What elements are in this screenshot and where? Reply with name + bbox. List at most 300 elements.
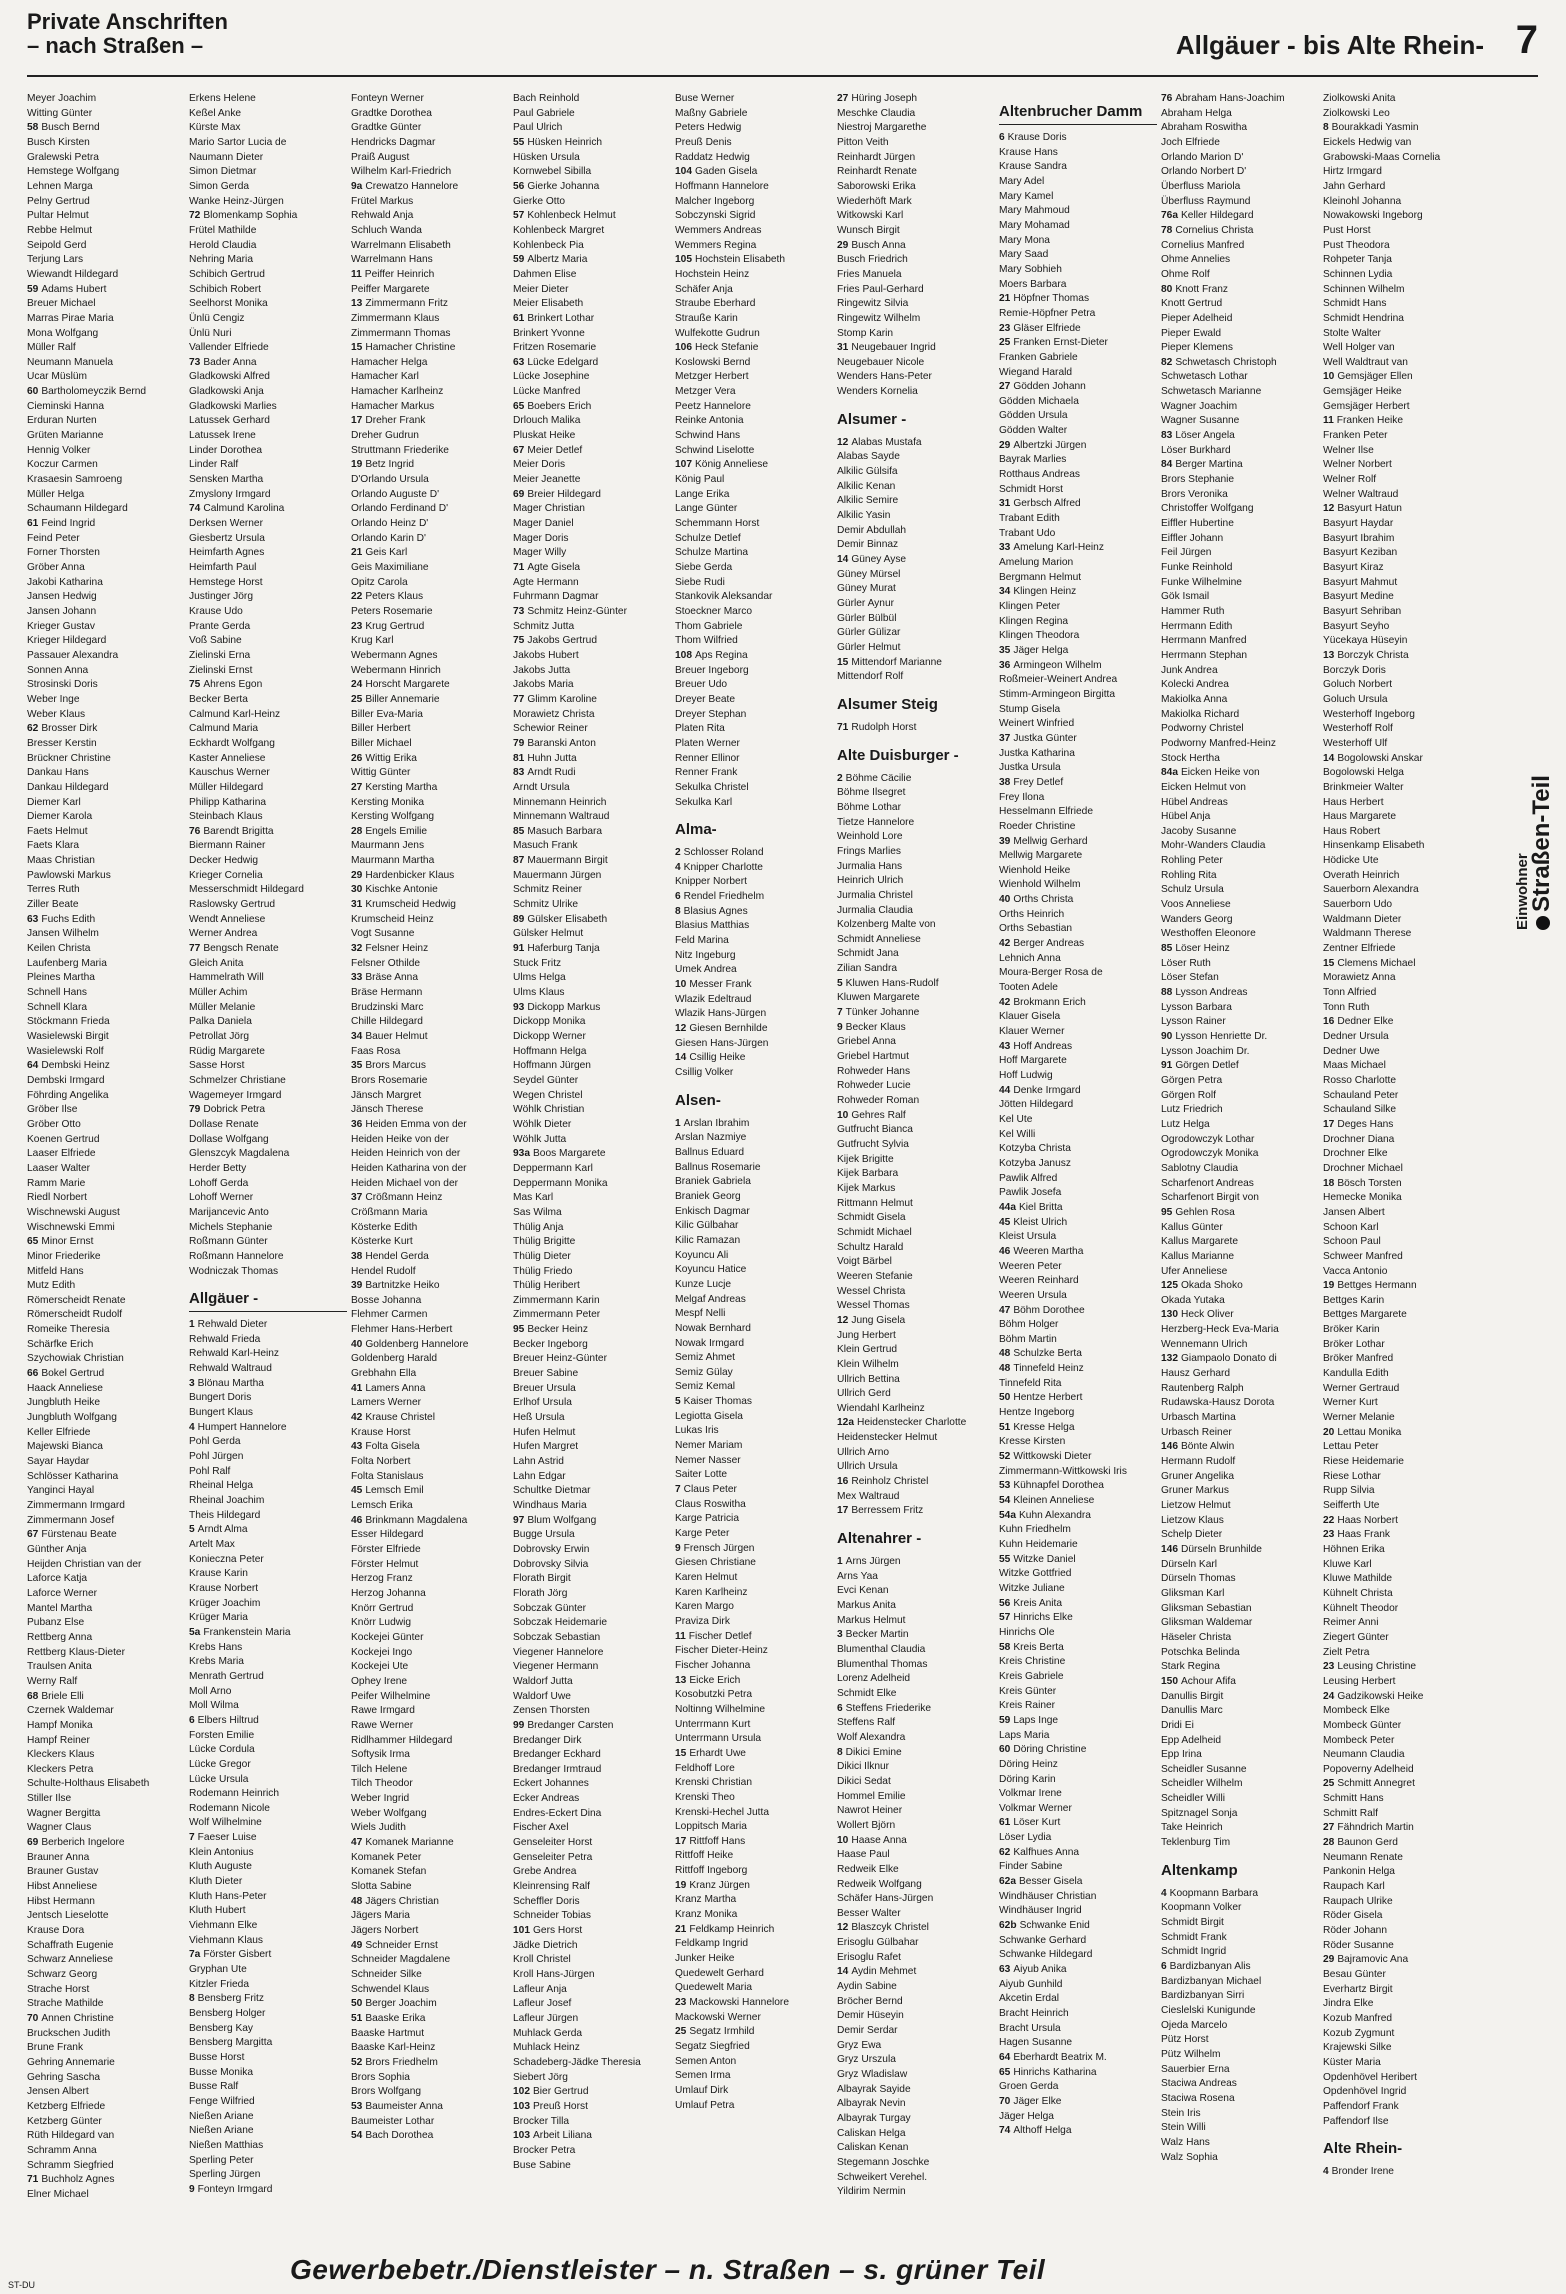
resident-entry xyxy=(189,1450,347,1465)
resident-entry xyxy=(837,1475,995,1490)
resident-name: Kroll Christel xyxy=(513,1954,571,1966)
resident-entry xyxy=(27,1455,185,1470)
resident-entry xyxy=(675,1117,833,1132)
resident-entry xyxy=(1323,1074,1481,1089)
resident-entry xyxy=(513,312,671,327)
resident-name: Besau Günter xyxy=(1323,1969,1386,1980)
resident-name: Claus Peter xyxy=(683,1484,737,1496)
resident-name: Mombeck Elke xyxy=(1323,1705,1390,1717)
resident-name: Kel Ute xyxy=(999,1113,1033,1125)
resident-entry xyxy=(351,1924,509,1939)
house-number: 54a xyxy=(999,1509,1016,1521)
resident-entry xyxy=(513,1059,671,1074)
resident-name: Hagen Susanne xyxy=(999,2037,1073,2049)
resident-name: Becker Martin xyxy=(845,1629,909,1641)
resident-name: Alkilic Gülsifa xyxy=(837,466,898,478)
resident-entry xyxy=(27,1543,185,1558)
resident-entry xyxy=(837,1775,995,1790)
resident-entry xyxy=(1323,2085,1481,2100)
resident-name: Huhn Jutta xyxy=(527,752,577,764)
resident-name: Baunon Gerd xyxy=(1337,1837,1398,1849)
resident-entry xyxy=(837,1109,995,1124)
resident-name: Markus Anita xyxy=(837,1600,896,1612)
resident-entry xyxy=(837,356,995,371)
resident-name: Gröber Ilse xyxy=(27,1104,78,1116)
resident-name: Michels Stephanie xyxy=(189,1221,273,1233)
resident-entry xyxy=(1323,620,1481,635)
resident-name: Semen Irma xyxy=(675,2070,731,2082)
resident-entry xyxy=(189,1567,347,1582)
resident-name: Eckert Johannes xyxy=(513,1778,589,1790)
resident-name: Konieczna Peter xyxy=(189,1553,264,1565)
resident-entry xyxy=(1161,1294,1319,1309)
house-number: 42 xyxy=(999,996,1011,1008)
resident-name: Hampf Monika xyxy=(27,1719,93,1731)
resident-name: Brors Friedhelm xyxy=(365,2056,438,2068)
resident-name: Demir Abdullah xyxy=(837,524,907,536)
resident-entry xyxy=(351,1382,509,1397)
resident-name: Terres Ruth xyxy=(27,884,80,896)
resident-entry xyxy=(675,1161,833,1176)
resident-name: Klauer Gisela xyxy=(999,1011,1061,1023)
resident-entry xyxy=(27,195,185,210)
resident-entry xyxy=(1161,502,1319,517)
resident-name: Kluth Hubert xyxy=(189,1905,246,1917)
resident-entry xyxy=(351,1015,509,1030)
resident-entry xyxy=(999,1523,1157,1538)
resident-entry xyxy=(351,151,509,166)
resident-name: Kluwe Mathilde xyxy=(1323,1573,1393,1585)
resident-name: Geis Maximiliane xyxy=(351,562,429,573)
resident-name: Kreis Gabriele xyxy=(999,1670,1064,1682)
resident-entry xyxy=(675,1527,833,1542)
resident-entry xyxy=(189,1265,347,1280)
resident-name: Ramm Marie xyxy=(27,1177,86,1189)
resident-name: Hamacher Karlheinz xyxy=(351,386,444,398)
resident-entry xyxy=(27,1235,185,1250)
resident-name: Blasius Matthias xyxy=(675,920,750,932)
resident-name: Moll Wilma xyxy=(189,1700,239,1712)
resident-entry xyxy=(999,1860,1157,1875)
resident-name: Schmidt Horst xyxy=(999,483,1063,495)
resident-name: Reinhardt Renate xyxy=(837,166,917,178)
resident-entry xyxy=(189,429,347,444)
resident-name: Krieger Hildegard xyxy=(27,635,107,647)
resident-name: Melgaf Andreas xyxy=(675,1293,746,1305)
resident-name: Thom Gabriele xyxy=(675,620,743,632)
resident-name: Krasaesin Samroeng xyxy=(27,474,123,486)
resident-entry xyxy=(513,1382,671,1397)
house-number: 83 xyxy=(1161,430,1173,442)
resident-name: Wischnewski Emmi xyxy=(27,1221,115,1233)
resident-name: Mittendorf Marianne xyxy=(851,656,942,668)
resident-entry xyxy=(513,869,671,884)
resident-name: Dollase Renate xyxy=(189,1118,259,1130)
resident-name: Schulze Martina xyxy=(675,547,749,559)
resident-name: Fries Manuela xyxy=(837,268,902,280)
resident-entry xyxy=(351,1953,509,1968)
resident-entry xyxy=(27,1221,185,1236)
resident-entry xyxy=(513,1895,671,1910)
resident-entry xyxy=(189,209,347,224)
resident-entry xyxy=(1161,957,1319,972)
resident-name: Albertz Maria xyxy=(527,254,588,266)
resident-entry xyxy=(1323,1616,1481,1631)
resident-name: Nießen Matthias xyxy=(189,2139,264,2151)
resident-name: Breuer Michael xyxy=(27,298,96,310)
resident-entry xyxy=(513,605,671,620)
page-number: 7 xyxy=(1515,18,1538,62)
resident-name: Drlouch Malika xyxy=(513,415,581,427)
resident-name: Diemer Karola xyxy=(27,811,93,823)
resident-name: Well Waldtraut van xyxy=(1323,356,1408,368)
resident-entry xyxy=(351,1177,509,1192)
resident-name: Fuchs Edith xyxy=(41,913,96,925)
resident-entry xyxy=(675,2069,833,2084)
resident-entry xyxy=(189,356,347,371)
resident-name: Bach Reinhold xyxy=(513,93,580,104)
resident-name: Kleckers Petra xyxy=(27,1763,94,1775)
resident-name: Funke Reinhold xyxy=(1161,562,1233,573)
resident-entry xyxy=(1323,1001,1481,1016)
resident-entry xyxy=(189,590,347,605)
resident-name: Volkmar Irene xyxy=(999,1788,1062,1800)
resident-name: Weinhold Lore xyxy=(837,831,903,843)
resident-name: Schoon Paul xyxy=(1323,1236,1381,1248)
resident-name: Häseler Christa xyxy=(1161,1631,1232,1643)
resident-name: Siebe Gerda xyxy=(675,562,733,573)
resident-entry xyxy=(513,1968,671,1983)
resident-entry xyxy=(1323,1983,1481,1998)
house-number: 24 xyxy=(351,679,363,691)
resident-entry xyxy=(675,737,833,752)
resident-name: Kluth Hans-Peter xyxy=(189,1890,267,1902)
resident-entry xyxy=(837,1285,995,1300)
resident-name: Döring Heinz xyxy=(999,1758,1058,1770)
resident-name: Baaske Karl-Heinz xyxy=(351,2042,436,2054)
resident-name: Gehring Sascha xyxy=(27,2071,101,2083)
resident-name: Orlando Norbert D' xyxy=(1161,166,1247,178)
resident-entry xyxy=(675,1644,833,1659)
resident-entry xyxy=(999,1435,1157,1450)
resident-name: Haferburg Tanja xyxy=(527,943,600,955)
resident-name: Epp Irina xyxy=(1161,1749,1202,1761)
resident-name: Baranski Anton xyxy=(527,737,596,749)
resident-entry xyxy=(999,1494,1157,1509)
resident-name: Paffendorf Frank xyxy=(1323,2100,1399,2112)
resident-entry xyxy=(189,1626,347,1641)
resident-entry xyxy=(351,1777,509,1792)
resident-name: Dikici Emine xyxy=(845,1746,902,1758)
resident-name: Kohlenbeck Pia xyxy=(513,239,584,251)
house-number: 47 xyxy=(351,1837,363,1849)
resident-name: Scharfenort Andreas xyxy=(1161,1177,1254,1189)
resident-name: Gödden Johann xyxy=(1013,381,1086,393)
resident-name: Bösch Torsten xyxy=(1337,1177,1402,1189)
resident-entry xyxy=(1161,561,1319,576)
resident-entry xyxy=(1323,971,1481,986)
house-number: 62 xyxy=(999,1846,1011,1858)
resident-name: Schweer Manfred xyxy=(1323,1250,1403,1262)
resident-name: Kalfhues Anna xyxy=(1013,1846,1080,1858)
resident-name: Bogolowski Anskar xyxy=(1337,752,1423,764)
resident-name: Breuer Heinz-Günter xyxy=(513,1353,607,1365)
resident-entry xyxy=(1323,429,1481,444)
resident-entry xyxy=(1161,1177,1319,1192)
house-number: 10 xyxy=(837,1834,849,1846)
resident-name: Feil Jürgen xyxy=(1161,547,1212,559)
resident-entry xyxy=(27,1631,185,1646)
resident-entry xyxy=(513,356,671,371)
resident-entry xyxy=(999,1230,1157,1245)
house-number: 34 xyxy=(999,586,1011,598)
resident-entry xyxy=(513,2085,671,2100)
resident-name: Zimmermann Thomas xyxy=(351,327,451,339)
resident-name: Hochstein Elisabeth xyxy=(695,254,786,266)
resident-entry xyxy=(1323,1382,1481,1397)
directory-column-3 xyxy=(351,92,509,2242)
resident-entry xyxy=(837,2039,995,2054)
resident-name: Jakobs Maria xyxy=(513,679,574,691)
resident-entry xyxy=(999,1641,1157,1656)
resident-entry xyxy=(1161,517,1319,532)
resident-name: Yücekaya Hüseyin xyxy=(1323,635,1408,647)
resident-name: Messerschmidt Hildegard xyxy=(189,884,304,896)
resident-name: Kockejei Ute xyxy=(351,1661,409,1673)
resident-name: Hardenbicker Klaus xyxy=(365,869,455,881)
resident-entry xyxy=(513,1748,671,1763)
resident-name: Bönte Alwin xyxy=(1181,1441,1235,1453)
house-number: 17 xyxy=(1323,1118,1335,1130)
resident-name: Dickopp Monika xyxy=(513,1016,586,1028)
resident-name: Wöhlk Jutta xyxy=(513,1133,567,1145)
house-number: 43 xyxy=(351,1441,363,1453)
resident-entry xyxy=(189,1831,347,1846)
house-number: 97 xyxy=(513,1514,525,1526)
resident-entry xyxy=(1161,312,1319,327)
resident-name: Peiffer Heinrich xyxy=(364,268,435,280)
resident-name: Clemens Michael xyxy=(1337,957,1416,969)
resident-name: Schmitz Jutta xyxy=(513,620,575,632)
resident-entry xyxy=(27,2100,185,2115)
resident-name: Mary Kamel xyxy=(999,190,1054,202)
resident-name: Schäfer Anja xyxy=(675,283,733,295)
resident-name: Tonn Ruth xyxy=(1323,1001,1370,1013)
resident-name: Klein Gertrud xyxy=(837,1344,898,1356)
resident-entry xyxy=(513,195,671,210)
resident-entry xyxy=(1161,1382,1319,1397)
resident-entry xyxy=(513,1660,671,1675)
resident-name: Kunze Lucje xyxy=(675,1278,732,1290)
resident-entry xyxy=(999,1377,1157,1392)
resident-name: Kotzyba Janusz xyxy=(999,1157,1071,1169)
house-number: 81 xyxy=(513,752,525,764)
resident-entry xyxy=(513,283,671,298)
resident-entry xyxy=(837,165,995,180)
resident-entry xyxy=(1161,825,1319,840)
resident-name: Orths Christa xyxy=(1013,894,1074,906)
resident-entry xyxy=(999,1816,1157,1831)
resident-entry xyxy=(675,1512,833,1527)
resident-name: Hinsenkamp Elisabeth xyxy=(1323,840,1425,852)
resident-name: Stein Iris xyxy=(1161,2107,1201,2119)
resident-entry xyxy=(837,1716,995,1731)
resident-entry xyxy=(999,966,1157,981)
resident-name: Krause Hans xyxy=(999,146,1058,158)
house-number: 18 xyxy=(1323,1177,1335,1189)
resident-name: Rosso Charlotte xyxy=(1323,1074,1397,1086)
resident-entry xyxy=(513,239,671,254)
resident-entry xyxy=(837,2112,995,2127)
resident-entry xyxy=(1323,1646,1481,1661)
resident-entry xyxy=(837,1980,995,1995)
resident-entry xyxy=(513,1118,671,1133)
resident-name: Schulzke Berta xyxy=(1013,1348,1082,1360)
resident-name: Kozub Zygmunt xyxy=(1323,2027,1395,2039)
resident-entry xyxy=(1323,1865,1481,1880)
resident-name: Röder Gisela xyxy=(1323,1910,1383,1922)
resident-name: Jägers Christian xyxy=(365,1895,439,1907)
house-number: 80 xyxy=(1161,283,1173,295)
street-heading: Alte Rhein- xyxy=(1323,2140,1403,2158)
resident-entry xyxy=(675,2025,833,2040)
house-number: 14 xyxy=(837,554,849,566)
resident-entry xyxy=(1161,1396,1319,1411)
resident-entry xyxy=(27,1382,185,1397)
house-number: 5a xyxy=(189,1626,201,1638)
resident-entry xyxy=(513,1191,671,1206)
resident-name: Albayrak Nevin xyxy=(837,2098,906,2110)
resident-entry xyxy=(351,414,509,429)
resident-entry xyxy=(1161,590,1319,605)
house-number: 35 xyxy=(351,1060,363,1072)
house-number: 25 xyxy=(999,337,1011,349)
resident-name: Bugge Ursula xyxy=(513,1529,575,1541)
resident-entry xyxy=(837,1658,995,1673)
resident-name: Alkilic Semire xyxy=(837,495,899,507)
resident-name: Lietzow Klaus xyxy=(1161,1514,1224,1526)
resident-entry xyxy=(675,151,833,166)
resident-name: Reimer Anni xyxy=(1323,1617,1379,1629)
resident-entry xyxy=(27,810,185,825)
resident-name: Schelp Dieter xyxy=(1161,1529,1223,1541)
resident-name: Redweik Wolfgang xyxy=(837,1878,922,1890)
resident-name: Eiffler Hubertine xyxy=(1161,518,1234,530)
resident-name: Lange Günter xyxy=(675,503,738,515)
resident-entry xyxy=(1161,546,1319,561)
resident-entry xyxy=(189,1523,347,1538)
resident-entry xyxy=(837,977,995,992)
resident-name: Sauerbier Erna xyxy=(1161,2063,1230,2075)
resident-name: Welner Norbert xyxy=(1323,459,1392,471)
resident-entry xyxy=(351,1792,509,1807)
resident-name: Zielinski Erna xyxy=(189,649,251,661)
resident-name: Semiz Kemal xyxy=(675,1381,736,1393)
resident-entry xyxy=(1161,869,1319,884)
resident-entry xyxy=(1161,1616,1319,1631)
resident-name: Jurmalia Claudia xyxy=(837,904,913,916)
resident-name: Wennemann Ulrich xyxy=(1161,1338,1248,1350)
resident-name: Feld Marina xyxy=(675,935,729,947)
resident-name: Arndt Ursula xyxy=(513,781,570,793)
house-number: 1 xyxy=(837,1556,843,1568)
resident-name: Stimm-Armingeon Birgitta xyxy=(999,688,1116,700)
resident-name: Lahn Astrid xyxy=(513,1456,564,1468)
resident-entry xyxy=(1323,253,1481,268)
resident-name: Agte Gisela xyxy=(527,562,581,573)
resident-name: Krumscheid Hedwig xyxy=(365,899,456,911)
house-number: 102 xyxy=(513,2086,530,2098)
resident-name: Basyurt Ibrahim xyxy=(1323,532,1395,544)
resident-entry xyxy=(27,678,185,693)
resident-name: Schauland Silke xyxy=(1323,1104,1397,1116)
resident-entry xyxy=(27,1939,185,1954)
resident-entry xyxy=(999,952,1157,967)
resident-entry xyxy=(351,1983,509,1998)
resident-name: Csillig Heike xyxy=(689,1052,746,1064)
resident-name: Thülig Brigitte xyxy=(513,1236,576,1248)
resident-entry xyxy=(675,1688,833,1703)
resident-name: Seelhorst Monika xyxy=(189,298,268,310)
directory-column-2 xyxy=(189,92,347,2242)
resident-entry xyxy=(999,1289,1157,1304)
resident-entry xyxy=(351,883,509,898)
resident-entry xyxy=(1161,2092,1319,2107)
resident-name: Krause Dora xyxy=(27,1925,85,1937)
resident-entry xyxy=(351,2071,509,2086)
resident-entry xyxy=(1161,620,1319,635)
house-number: 33 xyxy=(999,542,1011,554)
resident-name: Kuhn Friedhelm xyxy=(999,1524,1071,1536)
resident-entry xyxy=(675,993,833,1008)
resident-entry xyxy=(27,356,185,371)
resident-name: Quedewelt Maria xyxy=(675,1982,753,1994)
resident-name: Peters Rosemarie xyxy=(351,605,433,617)
resident-name: Meyer Joachim xyxy=(27,93,97,104)
resident-entry xyxy=(999,1846,1157,1861)
house-number: 29 xyxy=(351,869,363,881)
resident-name: Webermann Agnes xyxy=(351,649,438,661)
resident-entry xyxy=(675,1996,833,2011)
resident-name: Ohme Rolf xyxy=(1161,268,1210,280)
resident-name: Ogrodowczyk Monika xyxy=(1161,1148,1259,1160)
resident-entry xyxy=(675,1835,833,1850)
resident-name: Gröber Anna xyxy=(27,562,85,573)
resident-entry xyxy=(837,1490,995,1505)
house-number: 25 xyxy=(675,2026,687,2038)
resident-name: Schwanke Hildegard xyxy=(999,1949,1093,1961)
resident-entry xyxy=(1161,781,1319,796)
resident-name: Rehwald Anja xyxy=(351,210,414,222)
resident-name: Humpert Hannelore xyxy=(197,1421,287,1433)
resident-name: Biller Herbert xyxy=(351,723,411,735)
house-number: 27 xyxy=(999,381,1011,393)
resident-entry xyxy=(837,874,995,889)
resident-entry xyxy=(837,370,995,385)
house-number: 31 xyxy=(351,899,363,911)
house-number: 53 xyxy=(351,2100,363,2112)
resident-entry xyxy=(1323,752,1481,767)
resident-name: Grebe Andrea xyxy=(513,1866,577,1878)
resident-entry xyxy=(351,1734,509,1749)
resident-name: Keller Elfriede xyxy=(27,1426,91,1438)
resident-entry xyxy=(1161,1916,1319,1931)
resident-entry xyxy=(189,898,347,913)
resident-entry xyxy=(1323,957,1481,972)
resident-name: Softysik Irma xyxy=(351,1749,410,1761)
resident-entry xyxy=(27,1616,185,1631)
resident-name: Mellwig Gerhard xyxy=(1013,835,1088,847)
